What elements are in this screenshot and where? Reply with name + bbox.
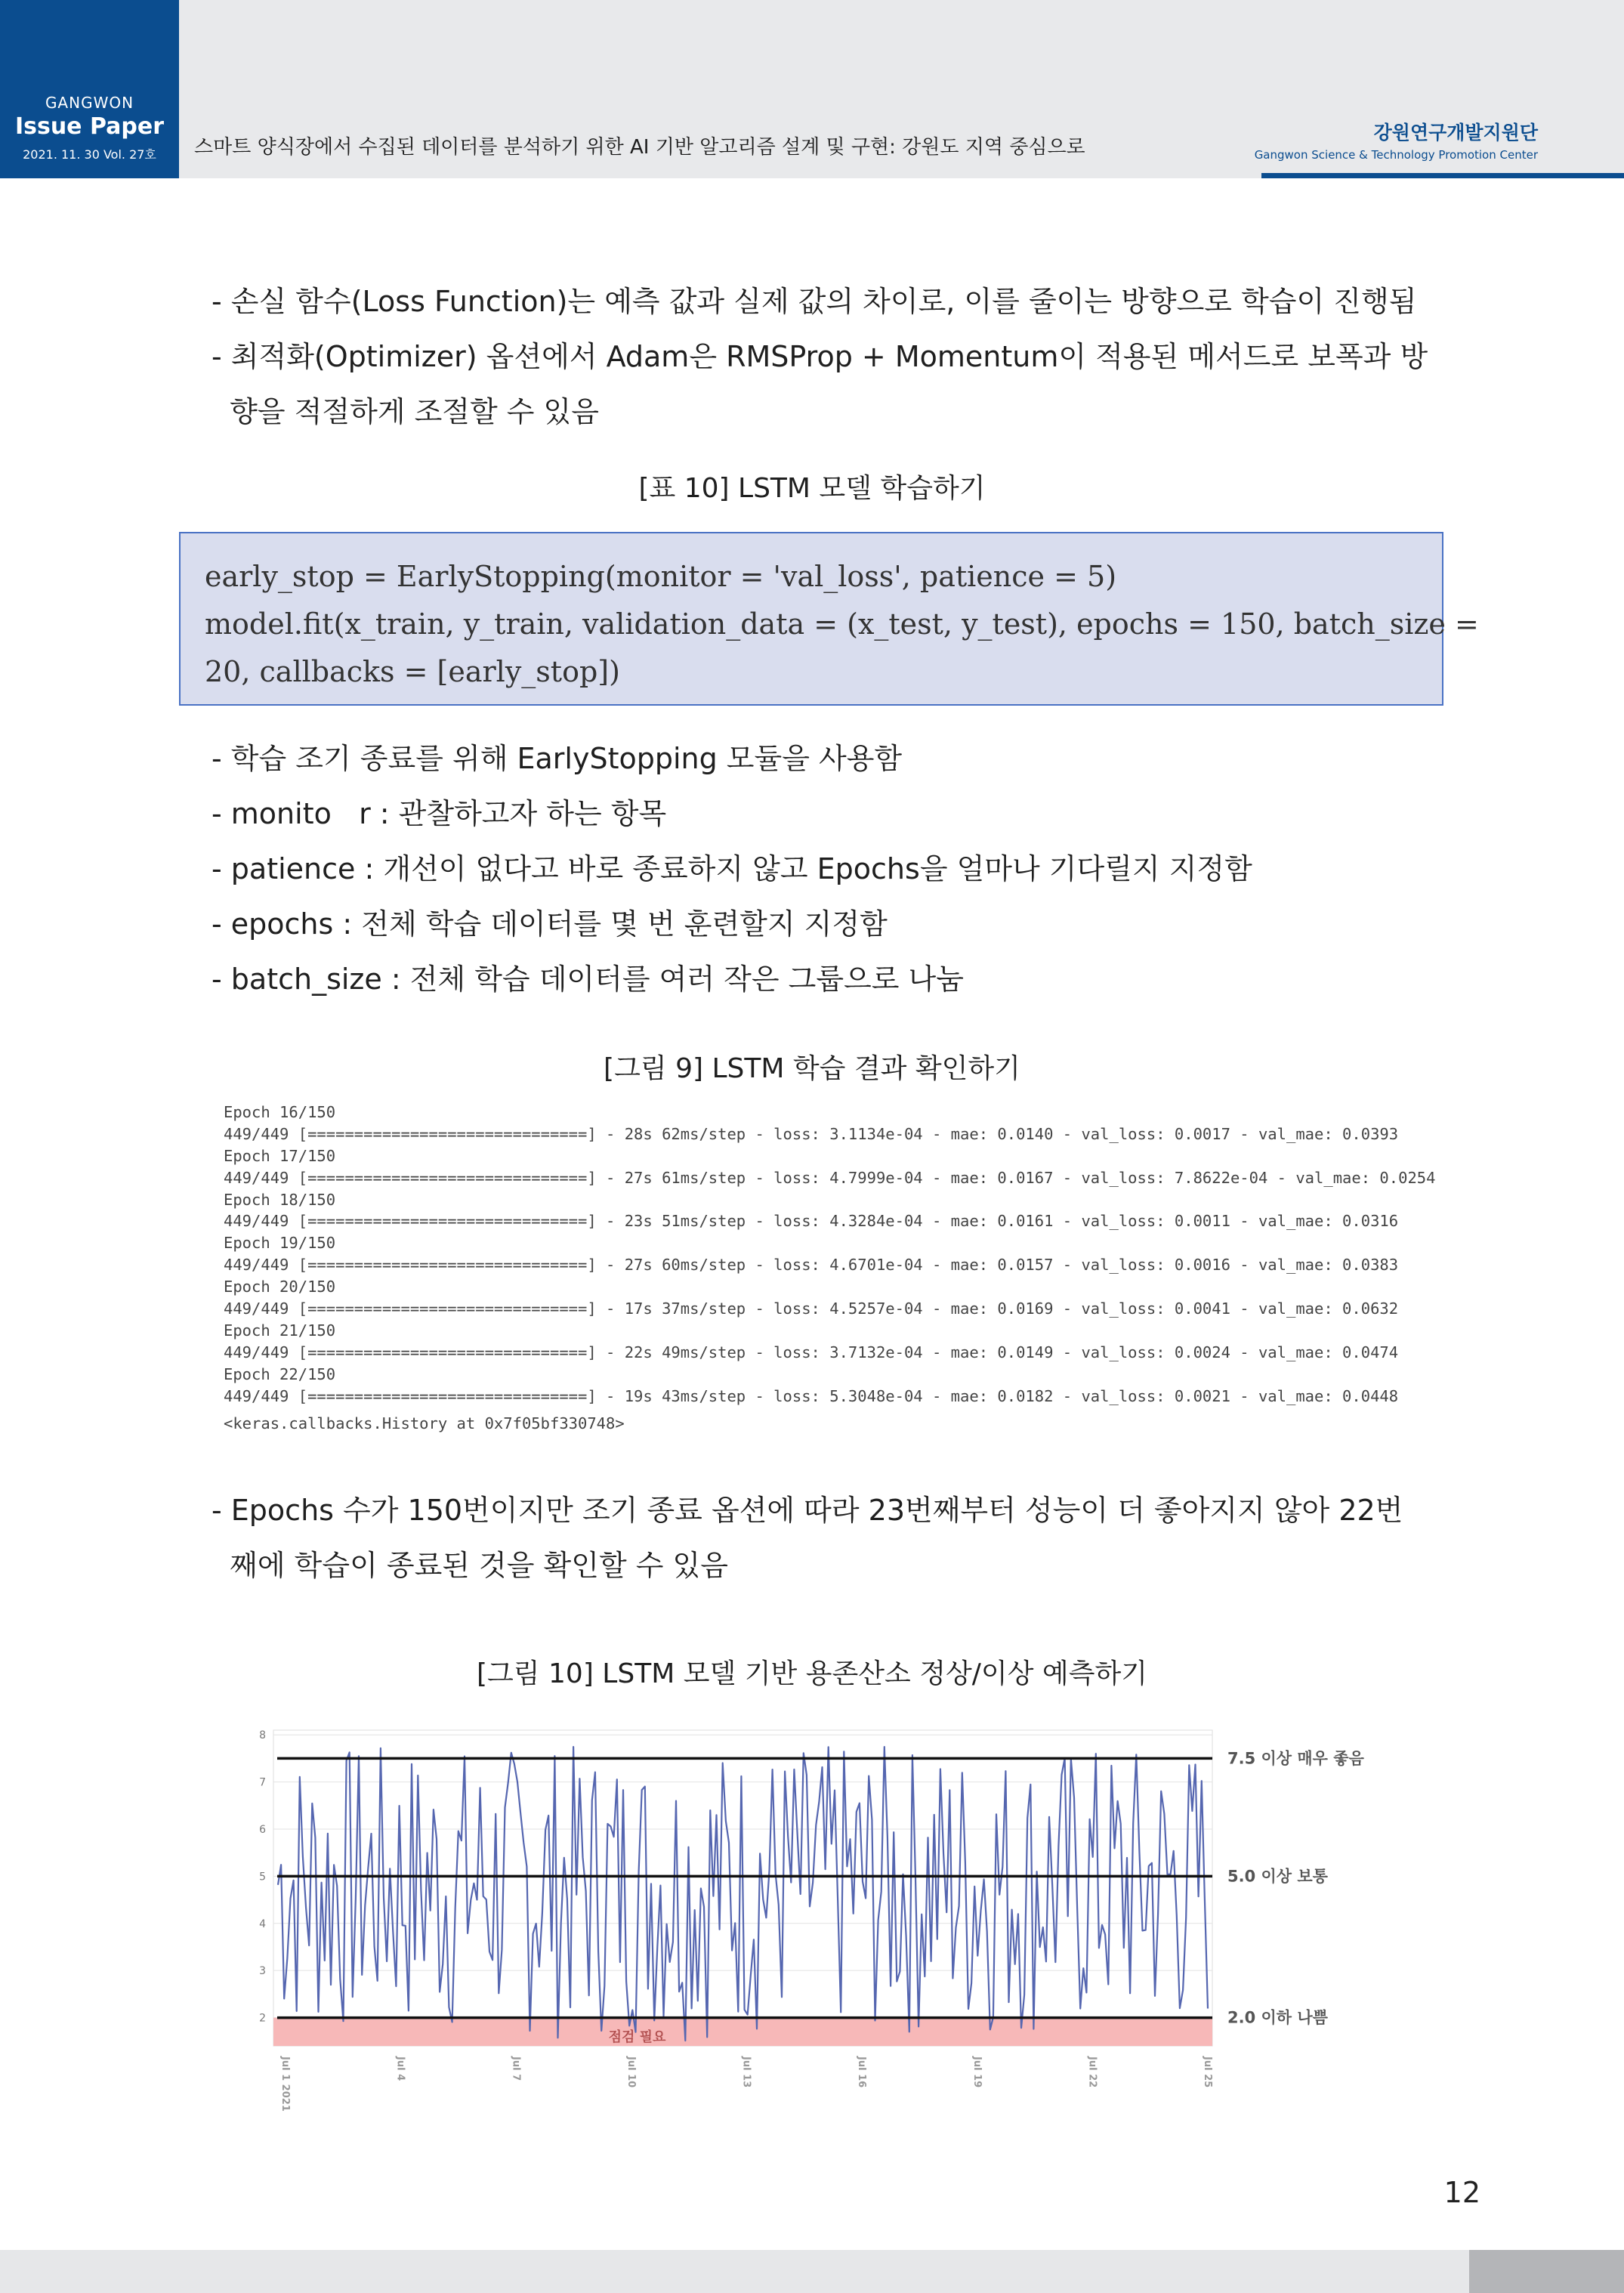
threshold-label: 2.0 이하 나쁨	[1227, 2008, 1328, 2027]
bullet-optimizer-cont: 향을 적절하게 조절할 수 있음	[211, 395, 599, 428]
log-line: Epoch 22/150	[224, 1364, 336, 1383]
badge-date: 2021. 11. 30 Vol. 27호	[23, 147, 156, 162]
log-line: Epoch 17/150	[224, 1146, 336, 1165]
code-box	[179, 532, 1479, 706]
x-tick-label: Jul 13	[740, 2057, 752, 2088]
log-line: Epoch 20/150	[224, 1278, 336, 1296]
log-line: 449/449 [==============================] - 23s 51ms/step - loss: 4.3284e-04 - mae: 0.0161 - val_loss: 0.0011 - val_mae: 0.0316	[224, 1212, 1399, 1231]
log-line: 449/449 [==============================] - 27s 60ms/step - loss: 4.6701e-04 - mae: 0.0157 - val_loss: 0.0016 - val_mae: 0.0383	[224, 1256, 1399, 1275]
threshold-label: 7.5 이상 매우 좋음	[1227, 1749, 1364, 1768]
bullet-optimizer: - 최적화(Optimizer) 옵션에서 Adam은 RMSProp + Momentum이 적용된 메서드로 보폭과 방	[211, 340, 1428, 373]
y-tick-label: 8	[259, 1729, 266, 1742]
issue-paper-badge	[0, 0, 179, 178]
bullet-batch-size: - batch_size : 전체 학습 데이터를 여러 작은 그룹으로 나눔	[211, 963, 964, 996]
x-tick-label: Jul 1 2021	[279, 2057, 291, 2112]
figure-9-caption: [그림 9] LSTM 학습 결과 확인하기	[604, 1053, 1020, 1084]
figure-10-caption: [그림 10] LSTM 모델 기반 용존산소 정상/이상 예측하기	[476, 1658, 1148, 1689]
bullet-epochs: - epochs : 전체 학습 데이터를 몇 번 훈련할지 지정함	[211, 907, 888, 941]
do-prediction-chart	[249, 1714, 1397, 2121]
bad-zone	[273, 2018, 1212, 2046]
x-tick-label: Jul 7	[510, 2057, 522, 2081]
log-line: 449/449 [==============================] - 17s 37ms/step - loss: 4.5257e-04 - mae: 0.0169 - val_loss: 0.0041 - val_mae: 0.0632	[224, 1299, 1399, 1318]
bullet-earlystopping: - 학습 조기 종료를 위해 EarlyStopping 모듈을 사용함	[211, 742, 903, 775]
x-tick-label: Jul 16	[856, 2057, 868, 2088]
bullet-early-stop-result: - Epochs 수가 150번이지만 조기 종료 옵션에 따라 23번째부터 성능이 더 좋아지지 않아 22번	[211, 1494, 1403, 1527]
log-line: Epoch 19/150	[224, 1234, 336, 1253]
y-tick-label: 6	[259, 1824, 266, 1837]
log-line: 449/449 [==============================] - 28s 62ms/step - loss: 3.1134e-04 - mae: 0.0140 - val_loss: 0.0017 - val_mae: 0.0393	[224, 1124, 1399, 1143]
header-title: 스마트 양식장에서 수집된 데이터를 분석하기 위한 AI 기반 알고리즘 설계 및 구현: 강원도 지역 중심으로	[194, 136, 1085, 159]
org-name-en: Gangwon Science & Technology Promotion Center	[1254, 148, 1538, 162]
y-tick-label: 4	[259, 1918, 266, 1930]
badge-brand: GANGWON	[45, 94, 134, 112]
x-tick-label: Jul 19	[971, 2057, 983, 2088]
log-line: 449/449 [==============================] - 19s 43ms/step - loss: 5.3048e-04 - mae: 0.0182 - val_loss: 0.0021 - val_mae: 0.0448	[224, 1386, 1399, 1405]
training-log	[224, 1102, 1436, 1435]
code-line: 20, callbacks = [early_stop])	[205, 655, 620, 688]
org-name-ko: 강원연구개발지원단	[1373, 122, 1538, 144]
log-line: 449/449 [==============================] - 22s 49ms/step - loss: 3.7132e-04 - mae: 0.0149 - val_loss: 0.0024 - val_mae: 0.0474	[224, 1343, 1399, 1361]
code-line: model.fit(x_train, y_train, validation_data = (x_test, y_test), epochs = 150, batch_size =	[205, 607, 1479, 641]
footer-accent	[1469, 2250, 1624, 2293]
code-line: early_stop = EarlyStopping(monitor = 'val_loss', patience = 5)	[205, 560, 1117, 593]
header-accent-line	[1261, 173, 1624, 178]
table-10-caption: [표 10] LSTM 모델 학습하기	[638, 473, 986, 504]
x-tick-label: Jul 10	[625, 2057, 637, 2088]
bullet-patience: - patience : 개선이 없다고 바로 종료하지 않고 Epochs을 얼마나 기다릴지 지정함	[211, 852, 1252, 885]
page-number: 12	[1443, 2176, 1480, 2209]
bullet-early-stop-result-cont: 째에 학습이 종료된 것을 확인할 수 있음	[211, 1549, 728, 1582]
y-tick-label: 7	[259, 1776, 266, 1789]
y-tick-label: 5	[259, 1871, 266, 1884]
threshold-label: 5.0 이상 보통	[1227, 1867, 1328, 1886]
page-header	[0, 0, 1624, 178]
page-footer	[0, 2250, 1624, 2293]
y-tick-label: 3	[259, 1965, 266, 1978]
bad-zone-label: 점검 필요	[608, 2029, 666, 2045]
y-tick-label: 2	[259, 2012, 266, 2025]
x-tick-label: Jul 4	[394, 2057, 406, 2081]
log-line: 449/449 [==============================] - 27s 61ms/step - loss: 4.7999e-04 - mae: 0.0167 - val_loss: 7.8622e-04 - val_mae: 0.0254	[224, 1168, 1436, 1187]
bullet-monitor: - monito r : 관찰하고자 하는 항목	[211, 797, 667, 830]
x-tick-label: Jul 25	[1202, 2057, 1213, 2088]
log-line: Epoch 16/150	[224, 1103, 336, 1121]
history-line: <keras.callbacks.History at 0x7f05bf330748>	[224, 1414, 625, 1433]
bullet-loss-function: - 손실 함수(Loss Function)는 예측 값과 실제 값의 차이로, 이를 줄이는 방향으로 학습이 진행됨	[211, 285, 1417, 318]
x-tick-label: Jul 22	[1086, 2057, 1098, 2088]
log-line: Epoch 18/150	[224, 1190, 336, 1209]
log-line: Epoch 21/150	[224, 1321, 336, 1340]
badge-series: Issue Paper	[14, 113, 165, 140]
